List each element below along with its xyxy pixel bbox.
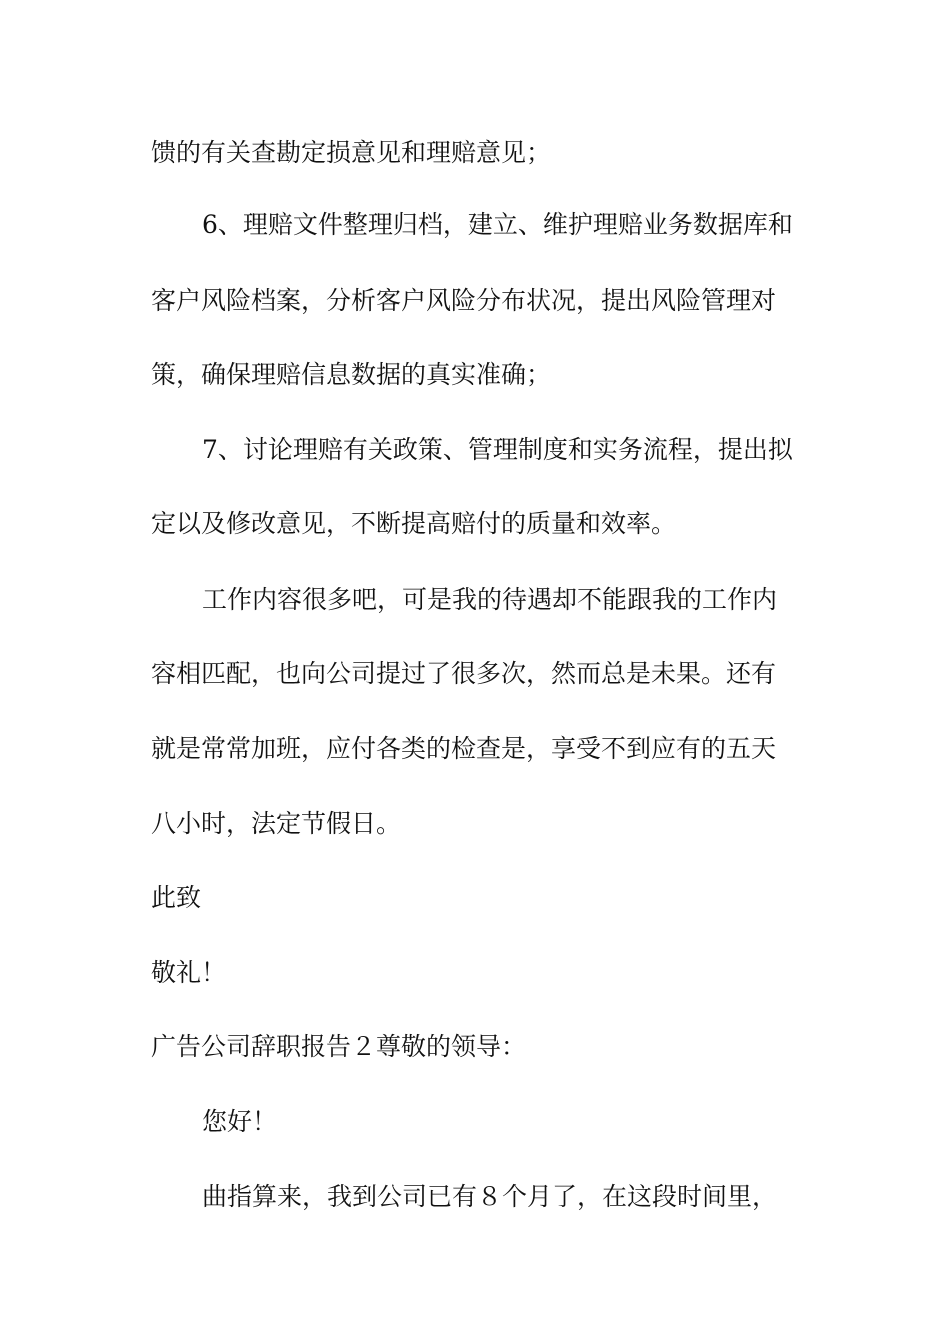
text-line: 就是常常加班，应付各类的检查是，享受不到应有的五天: [151, 734, 777, 763]
text-line: 八小时，法定节假日。: [151, 809, 402, 838]
text-line: 工作内容很多吧，可是我的待遇却不能跟我的工作内: [202, 585, 778, 614]
section-heading: 广告公司辞职报告２尊敬的领导：: [151, 1032, 527, 1061]
text-line: 客户风险档案，分析客户风险分布状况，提出风险管理对: [151, 286, 777, 315]
text-line: 曲指算来，我到公司已有８个月了，在这段时间里，: [202, 1182, 778, 1211]
closing-salutation: 此致: [151, 883, 202, 912]
text-line: 容相匹配，也向公司提过了很多次，然而总是未果。还有: [151, 659, 777, 688]
text-line: 馈的有关查勘定损意见和理赔意见；: [151, 138, 552, 167]
text-line: 6、理赔文件整理归档，建立、维护理赔业务数据库和: [202, 210, 793, 239]
greeting: 您好！: [202, 1107, 278, 1136]
text-line: 定以及修改意见，不断提高赔付的质量和效率。: [151, 509, 677, 538]
text-line: 策，确保理赔信息数据的真实准确；: [151, 360, 552, 389]
text-line: 7、讨论理赔有关政策、管理制度和实务流程，提出拟: [202, 435, 793, 464]
closing-regards: 敬礼！: [151, 958, 227, 987]
